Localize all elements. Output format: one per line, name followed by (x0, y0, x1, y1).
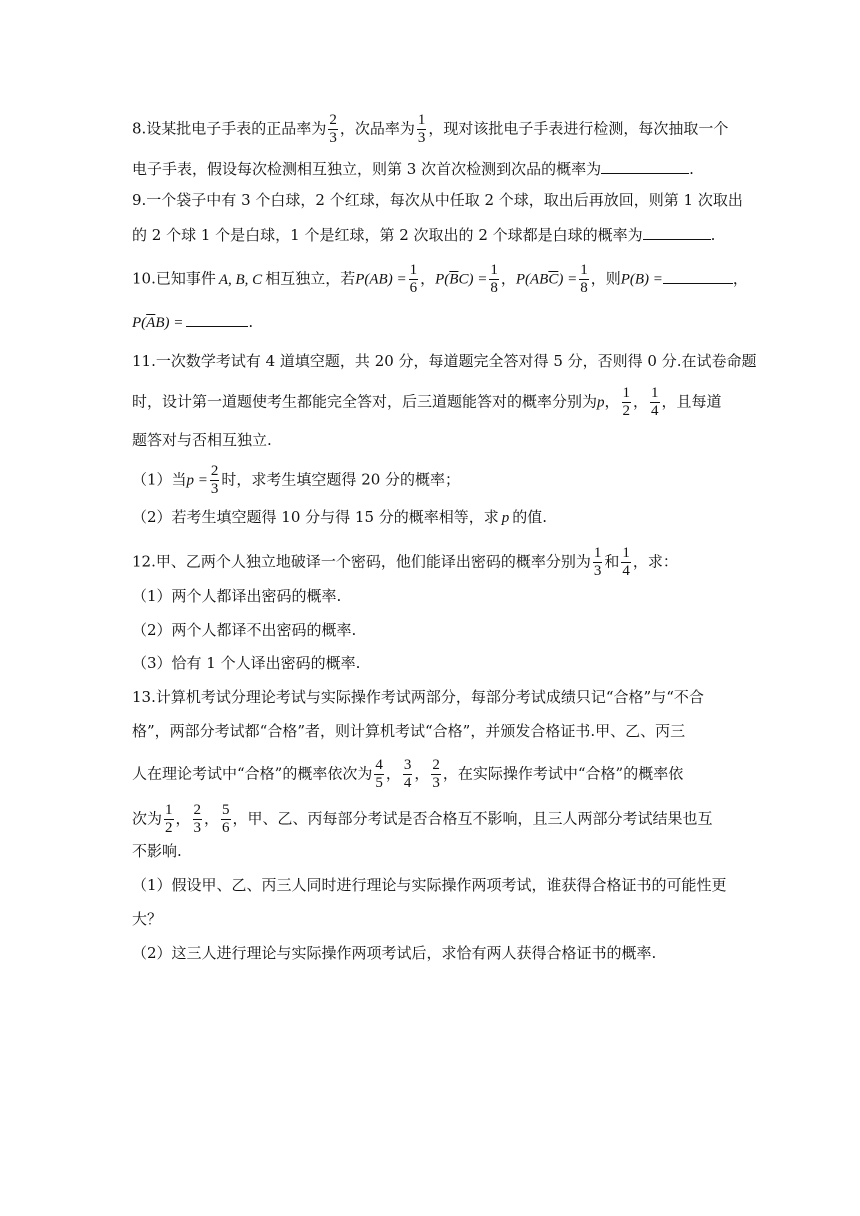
q10-answer-blank-2[interactable] (186, 311, 248, 327)
q8-line-1 (132, 112, 740, 147)
q10-fraction-2: $\frac{1}{8}$ (490, 262, 498, 296)
q13-theory-fraction-2: $\frac{3}{4}$ (403, 757, 412, 791)
q12-subquestion-1: （1）两个人都译出密码的概率. (132, 587, 342, 605)
q10-event-names: A, B, C (218, 271, 263, 288)
q11-subquestion-2: （2）若考生填空题得 10 分与得 15 分的概率相等，求 p 的值. (132, 508, 548, 526)
q13-practice-fraction-2: $\frac{2}{3}$ (193, 802, 202, 836)
q13-subquestion-1-line-2: 大？ (132, 910, 163, 928)
q10-fraction-3: $\frac{1}{8}$ (580, 262, 588, 296)
q13-line-1: 13.计算机考试分理论考试与实际操作考试两部分，每部分考试成绩只记“合格”与“不合 (132, 688, 704, 706)
q13-theory-fraction-3: $\frac{2}{3}$ (432, 757, 440, 791)
q8-text-d: 电子手表，假设每次检测相互独立，则第 3 次首次检测到次品的概率为 (132, 160, 602, 178)
q9-line-2: 的 2 个球 1 个是白球，1 个是红球，第 2 次取出的 2 个球都是白球的概率为 . (132, 226, 716, 244)
q11-fraction-2: $\frac{1}{4}$ (651, 385, 659, 419)
q11-variable-p: p (597, 394, 605, 411)
q10-answer-blank-1[interactable] (663, 268, 733, 284)
q12-fraction-2: $\frac{1}{4}$ (622, 545, 630, 579)
q9-line-1: 9.一个袋子中有 3 个白球，2 个红球，每次从中任取 2 个球，取出后再放回，则第 1 次取出 (132, 191, 743, 209)
q11-line-3: 题答对与否相互独立. (132, 431, 272, 449)
q11-sub1-fraction: $\frac{2}{3}$ (210, 463, 219, 497)
q8-line-2: 电子手表，假设每次检测相互独立，则第 3 次首次检测到次品的概率为 . (132, 160, 694, 178)
q13-practice-fraction-1: $\frac{1}{2}$ (165, 802, 173, 836)
q8-fraction-1: $\frac{2}{3}$ (329, 112, 337, 146)
q12-subquestion-2: （2）两个人都译不出密码的概率. (132, 621, 357, 639)
q9-answer-blank[interactable] (643, 224, 711, 240)
q10-fraction-1: $\frac{1}{6}$ (409, 262, 418, 296)
q11-line-2: 时，设计第一道题使考生都能完全答对，后三道题能答对的概率分别为p， $\frac{1}{2}$ ， $\frac{1}{4}$ ，且每道 (132, 385, 722, 419)
q13-subquestion-1-line-1: （1）假设甲、乙、丙三人同时进行理论与实际操作两项考试，谁获得合格证书的可能性更 (132, 876, 727, 894)
q11-subquestion-1: （1）当p = $\frac{2}{3}$ 时，求考生填空题得 20 分的概率； (132, 463, 461, 497)
q13-line-4: 次为 $\frac{1}{2}$ ， $\frac{2}{3}$ ， $\frac{5}{6}$ ，甲、乙、丙每部分考试是否合格互不影响，且三人两部分考试结果也互 (132, 802, 713, 836)
q8-text-b: ，次品率为 (339, 119, 415, 138)
q8-text-c: ，现对该批电子手表进行检测，每次抽取一个 (428, 119, 729, 138)
q12-fraction-1: $\frac{1}{3}$ (593, 545, 602, 579)
q12-line-1: 12.甲、乙两个人独立地破译一个密码，他们能译出密码的概率分别为 $\frac{1}{3}$ 和 $\frac{1}{4}$ ，求： (132, 545, 678, 579)
q13-theory-fraction-1: $\frac{4}{5}$ (375, 757, 383, 791)
q13-line-5: 不影响. (132, 842, 182, 860)
q8-answer-blank[interactable] (601, 158, 689, 174)
q11-fraction-1: $\frac{1}{2}$ (622, 385, 631, 419)
q12-subquestion-3: （3）恰有 1 个人译出密码的概率. (132, 654, 361, 672)
q13-subquestion-2: （2）这三人进行理论与实际操作两项考试后，求恰有两人获得合格证书的概率. (132, 944, 657, 962)
q8-text-a: 8.设某批电子手表的正品率为 (132, 119, 327, 138)
q11-line-1: 11.一次数学考试有 4 道填空题，共 20 分，每道题完全答对得 5 分，否则得 0 分.在试卷命题 (132, 352, 757, 370)
q8-fraction-2: $\frac{1}{3}$ (417, 112, 426, 146)
q13-line-2: 格”，两部分考试都“合格”者，则计算机考试“合格”，并颁发合格证书.甲、乙、丙三 (132, 722, 686, 740)
q13-practice-fraction-3: $\frac{5}{6}$ (222, 802, 230, 836)
q10-line-1: 10.已知事件 A, B, C 相互独立，若P(AB) = $\frac{1}{6}$ ，$P(\overline{B}C)$ = $\frac{1}{8}$ ，$P(AB\overline{C})$ = $\frac{1}{8}$ ，则P(B) = ， (132, 262, 748, 296)
q13-line-3: 人在理论考试中“合格”的概率依次为 $\frac{4}{5}$ ， $\frac{3}{4}$ ， $\frac{2}{3}$ ，在实际操作考试中“合格”的概率依 (132, 757, 684, 791)
q10-line-2: $P(\overline{A}B)$ = . (132, 313, 254, 331)
